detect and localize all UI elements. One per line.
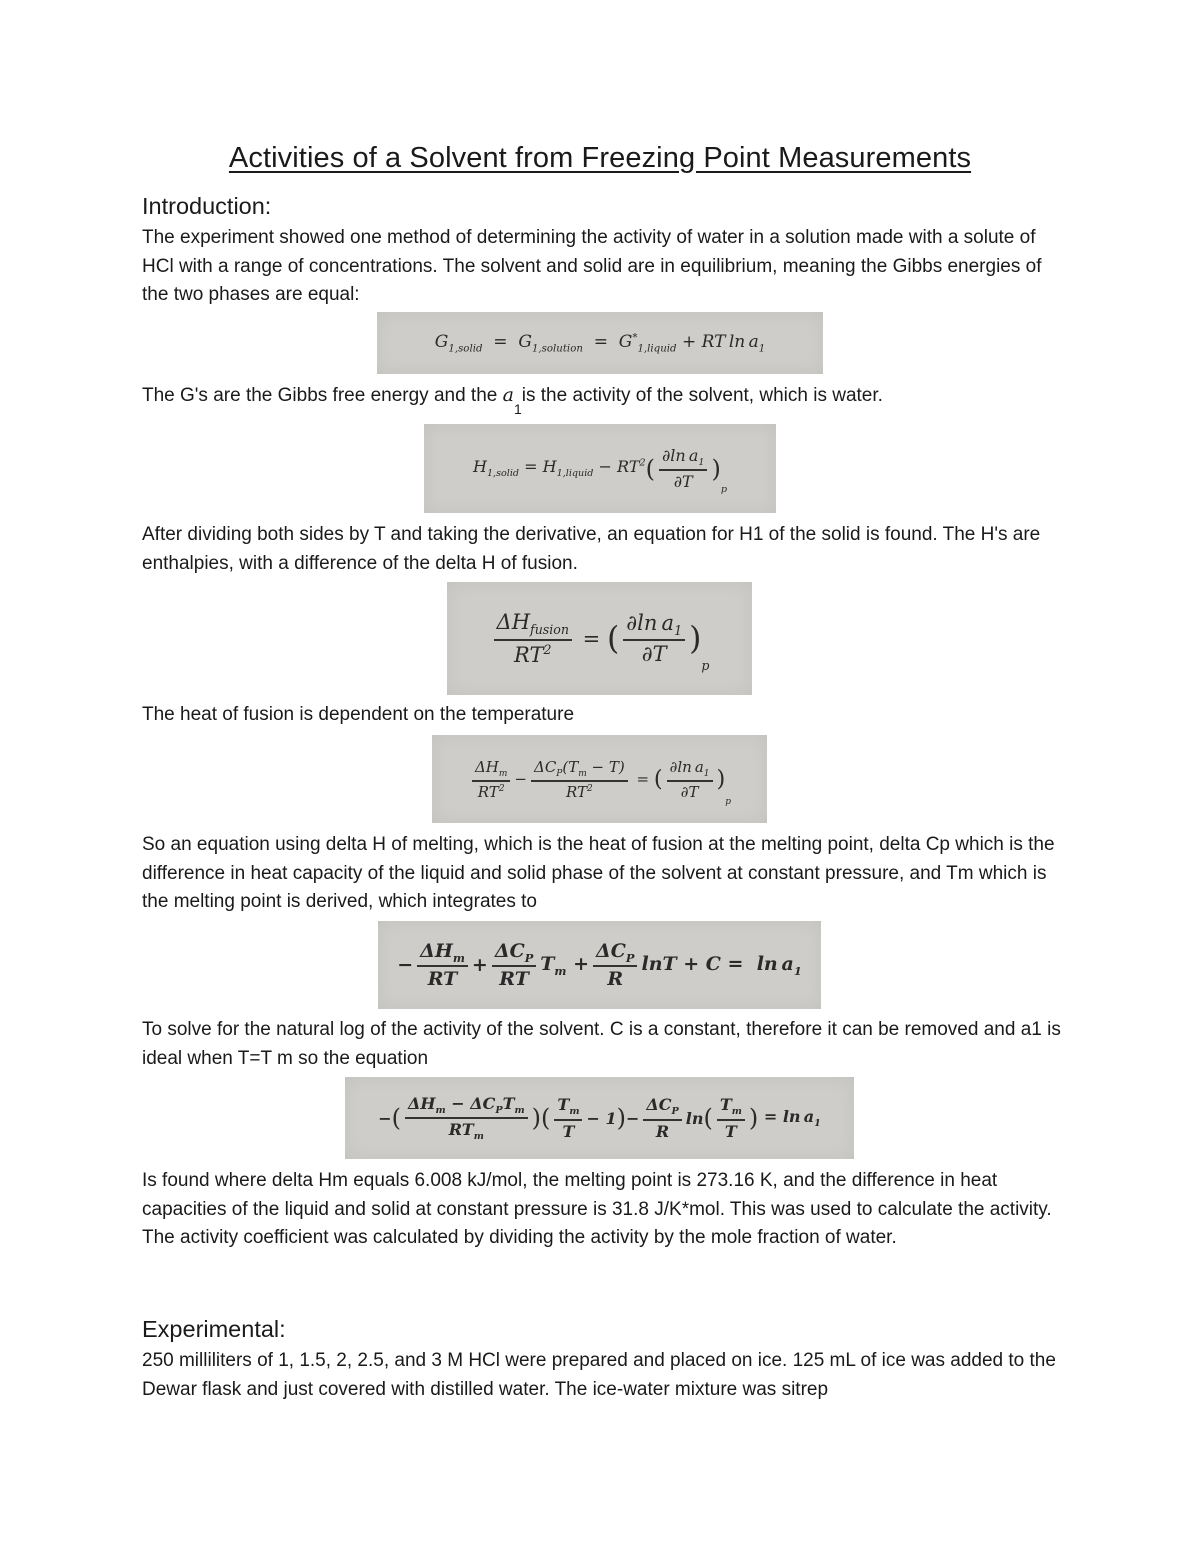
paragraph-2-tail-text: is the activity of the solvent, which is water. <box>521 385 883 406</box>
paragraph-2-lead-text: The G's are the Gibbs free energy and the <box>142 385 503 406</box>
equation-integrated: − $\frac{\Delta H_m}{RT}$ + $\frac{\Delta C_P}{RT}$ $T_m$ + $\frac{\Delta C_P}{R}$ $\ln T + C = \ln a_1$ <box>378 921 821 1009</box>
introduction-heading: Introduction: <box>142 193 272 219</box>
experimental-heading: Experimental: <box>142 1316 286 1342</box>
equation-gibbs-equilibrium: $G_{1,solid} = G_{1,solution} = G^*_{1,liquid}$ + RT $\ln a_1$ <box>377 312 823 374</box>
intro-paragraph-3: After dividing both sides by T and taking the derivative, an equation for H1 of the solid is found. The H's are enthalpies, with a difference of the delta H of fusion. <box>142 524 1041 574</box>
intro-paragraph-2 <box>142 381 1072 415</box>
equation-heat-of-fusion: $\frac{\Delta H_{fusion}}{RT^2}$ = ( $\frac{\partial\ln a_1}{\partial T}$ ) p <box>447 582 752 695</box>
equation-activity-final: − ( $\frac{\Delta H_m - \Delta C_PT_m}{RT_m}$ ) ( $\frac{T_m}{T}$ − 1 ) − $\frac{\Delta C_P}{R}$ ln ( $\frac{T_m}{T}$ ) = $\ln a_1$ <box>345 1077 854 1159</box>
intro-paragraph-1: The experiment showed one method of determining the activity of water in a solution made with a solute of HCl with a range of concentrations. The solvent and solid are in equilibrium, meaning the Gibbs energies of the two phases are equal: <box>142 227 1042 305</box>
activity-subscript: 1 <box>513 400 522 417</box>
intro-paragraph-7: Is found where delta Hm equals 6.008 kJ/mol, the melting point is 273.16 K, and the difference in heat capacities of the liquid and solid at constant pressure is 31.8 J/K*mol. This was used to calculate the activity. The activity coefficient was calculated by dividing the activity by the mole fraction of water. <box>142 1170 1052 1248</box>
experimental-paragraph-1: 250 milliliters of 1, 1.5, 2, 2.5, and 3 M HCl were prepared and placed on ice. 125 mL of ice was added to the Dewar flask and just covered with distilled water. The ice-water mixture was sitrep <box>142 1350 1056 1400</box>
activity-symbol: a <box>502 384 514 406</box>
intro-paragraph-4: The heat of fusion is dependent on the temperature <box>142 704 575 725</box>
equation-temperature-dependence: $\frac{\Delta H_m}{RT^2}$ − $\frac{\Delta C_P(T_m - T)}{RT^2}$ = ( $\frac{\partial\ln a_1}{\partial T}$ ) p <box>432 735 767 823</box>
equation-enthalpy-solid: $H_{1,solid} = H_{1,liquid} - RT^2$ ( $\frac{\partial\ln a_1}{\partial T}$ ) p <box>424 424 776 513</box>
intro-paragraph-5: So an equation using delta H of melting, which is the heat of fusion at the melting point, delta Cp which is the difference in heat capacity of the liquid and solid phase of the solvent at constant pressure, and Tm which is the melting point is derived, which integrates to <box>142 834 1055 912</box>
document-title: Activities of a Solvent from Freezing Point Measurements <box>228 142 972 174</box>
intro-paragraph-6: To solve for the natural log of the activity of the solvent. C is a constant, therefore it can be removed and a1 is ideal when T=T m so the equation <box>142 1019 1061 1069</box>
